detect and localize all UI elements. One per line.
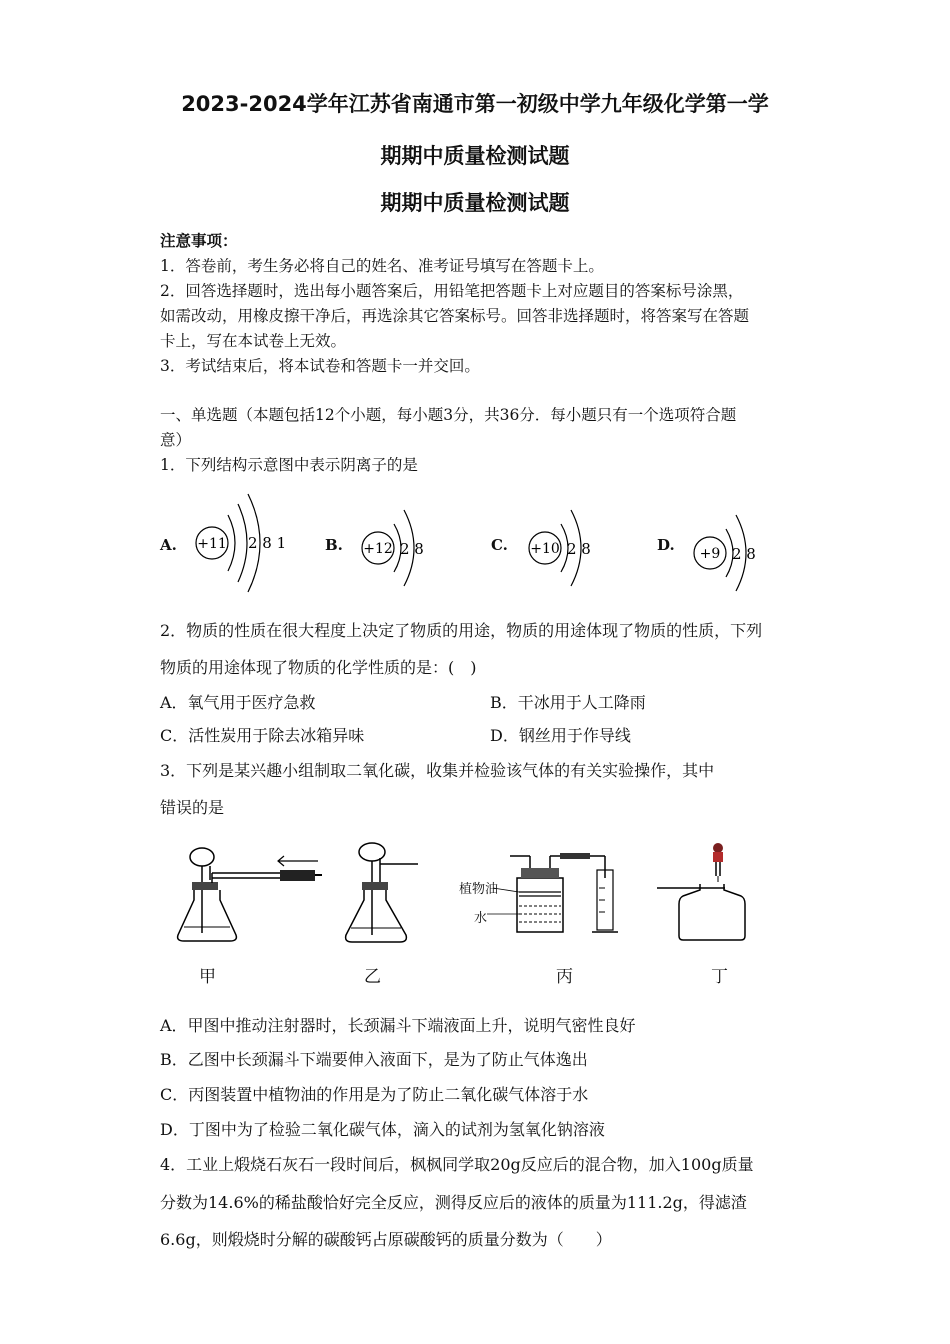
q4-stem-line-1: 4．工业上煅烧石灰石一段时间后，枫枫同学取20g反应后的混合物，加入100g质量 — [160, 1155, 754, 1174]
q1-atom-diagram-a — [190, 490, 290, 595]
q1-b-nucleus: +12 — [363, 541, 393, 557]
q2-option-d: D．钢丝用于作导线 — [490, 726, 631, 745]
q3-option-a: A．甲图中推动注射器时，长颈漏斗下端液面上升，说明气密性良好 — [160, 1016, 636, 1035]
q3-caption-bing: 丙 — [556, 967, 573, 987]
q3-stem-line-1: 3．下列是某兴趣小组制取二氧化碳，收集并检验该气体的有关实验操作，其中 — [160, 761, 715, 780]
q3-option-b: B．乙图中长颈漏斗下端要伸入液面下，是为了防止气体逸出 — [160, 1050, 588, 1069]
q1-d-nucleus: +9 — [699, 546, 721, 562]
q3-stem-line-2: 错误的是 — [160, 798, 225, 817]
q2-option-b: B．干冰用于人工降雨 — [490, 693, 646, 712]
q3-figure-ding-apparatus — [655, 840, 755, 945]
q4-stem-line-2: 分数为14.6%的稀盐酸恰好完全反应，测得反应后的液体的质量为111.2g，得滤渣 — [160, 1193, 747, 1212]
title-line-1: 2023-2024学年江苏省南通市第一初级中学九年级化学第一学 — [181, 92, 769, 116]
title-line-3: 期期中质量检测试题 — [380, 191, 570, 215]
q1-atom-diagram-d — [690, 505, 770, 600]
notice-item-3: 3．考试结束后，将本试卷和答题卡一并交回。 — [160, 357, 480, 375]
q1-c-shells: 2 8 — [567, 540, 591, 558]
section-heading: 一、单选题（本题包括12个小题，每小题3分，共36分．每小题只有一个选项符合题 — [160, 406, 737, 424]
section-heading-cont: 意） — [160, 431, 192, 449]
title-line-2: 期期中质量检测试题 — [380, 144, 570, 168]
q3-figure-yi-apparatus — [338, 840, 428, 950]
q1-atom-diagram-b — [358, 500, 438, 595]
q1-option-a-label: A. — [160, 536, 177, 554]
notice-item-2: 2．回答选择题时，选出每小题答案后，用铅笔把答题卡上对应题目的答案标号涂黑， — [160, 282, 744, 300]
q1-atom-diagram-c — [525, 500, 605, 595]
notice-item-2-cont: 如需改动，用橡皮擦干净后，再选涂其它答案标号。回答非选择题时，将答案写在答题 — [160, 307, 750, 325]
q1-option-c-label: C. — [491, 536, 508, 554]
q1-option-b-label: B. — [325, 536, 343, 554]
q3-option-c: C．丙图装置中植物油的作用是为了防止二氧化碳气体溶于水 — [160, 1085, 589, 1104]
q3-label-water: 水 — [474, 911, 488, 926]
q1-stem: 1．下列结构示意图中表示阴离子的是 — [160, 456, 418, 474]
q1-b-shells: 2 8 — [400, 540, 424, 558]
notice-item-2-cont2: 卡上，写在本试卷上无效。 — [160, 332, 347, 350]
q2-option-c: C．活性炭用于除去冰箱异味 — [160, 726, 365, 745]
q3-option-d: D．丁图中为了检验二氧化碳气体，滴入的试剂为氢氧化钠溶液 — [160, 1120, 605, 1139]
q2-stem-line-2: 物质的用途体现了物质的化学性质的是：( ) — [160, 658, 477, 677]
q4-stem-line-3: 6.6g，则煅烧时分解的碳酸钙占原碳酸钙的质量分数为（ ） — [160, 1230, 612, 1249]
q3-caption-ding: 丁 — [711, 967, 728, 987]
q3-label-oil: 植物油 — [459, 882, 499, 897]
q3-caption-yi: 乙 — [364, 967, 381, 987]
q1-a-nucleus: +11 — [197, 536, 227, 552]
q1-c-nucleus: +10 — [530, 541, 560, 557]
notice-item-1: 1．答卷前，考生务必将自己的姓名、准考证号填写在答题卡上。 — [160, 257, 604, 275]
q2-option-a: A．氧气用于医疗急救 — [160, 693, 316, 712]
q3-figure-jia-apparatus — [170, 845, 330, 950]
q1-d-shells: 2 8 — [732, 545, 756, 563]
q2-stem-line-1: 2．物质的性质在很大程度上决定了物质的用途，物质的用途体现了物质的性质，下列 — [160, 621, 763, 640]
notice-heading: 注意事项： — [160, 231, 238, 250]
q1-a-shells: 2 8 1 — [248, 534, 287, 552]
q3-caption-jia: 甲 — [199, 967, 216, 987]
q1-option-d-label: D. — [657, 536, 675, 554]
